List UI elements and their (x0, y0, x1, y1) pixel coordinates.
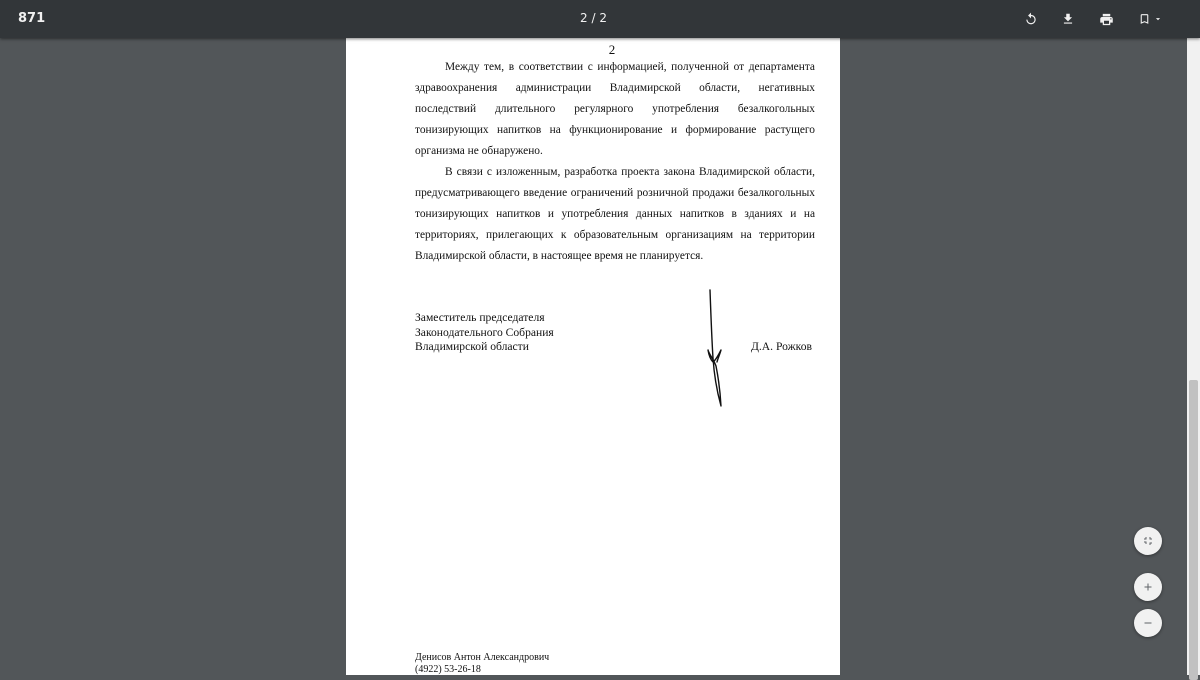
signatory-name: Д.А. Рожков (751, 340, 812, 353)
pdf-toolbar (0, 0, 1200, 38)
page-number: 2 (608, 42, 616, 57)
current-page[interactable]: 2 (580, 11, 588, 25)
zoom-out-icon (1142, 617, 1154, 629)
fit-page-icon (1142, 535, 1154, 547)
pdf-page (346, 38, 840, 675)
total-pages: 2 (599, 11, 607, 25)
print-icon (1099, 12, 1114, 27)
executor-phone: (4922) 53-26-18 (415, 664, 481, 675)
executor-contact (415, 652, 549, 675)
rotate-icon (1024, 12, 1038, 26)
zoom-in-icon (1142, 581, 1154, 593)
download-icon (1061, 12, 1075, 26)
executor-name: Денисов Антон Александрович (415, 652, 550, 663)
page-separator: / (591, 11, 596, 25)
signatory-title-line: Заместитель председателя (415, 311, 545, 324)
chevron-down-icon (1153, 14, 1163, 24)
document-viewport[interactable] (0, 38, 1187, 675)
signatory-title (415, 311, 554, 355)
handwritten-signature (698, 288, 738, 413)
download-button[interactable] (1054, 5, 1082, 33)
print-button[interactable] (1092, 5, 1120, 33)
paragraph-2: В связи с изложенным, разработка проекта закона Владимирской области, предусматривающего введение ограничений розничной продажи безалкогольных тонизирующих напитков и употребления данных напитков в зданиях и на территориях, прилегающих к образовательным организациям на территории Владимирской области, в настоящее время не планируется. (415, 166, 815, 262)
signatory-title-line: Владимирской области (415, 340, 529, 353)
bookmark-icon (1138, 12, 1151, 26)
vertical-scrollbar[interactable] (1187, 38, 1200, 675)
page-indicator (0, 11, 1187, 25)
fit-page-button[interactable] (1134, 527, 1162, 555)
zoom-out-button[interactable] (1134, 609, 1162, 637)
paragraph-1: Между тем, в соответствии с информацией, полученной от департамента здравоохранения администрации Владимирской области, негативных последствий длительного регулярного употребления безалкогольных тонизирующих напитков на функционирование и формирование растущего организма не обнаружено. (415, 61, 815, 157)
rotate-button[interactable] (1017, 5, 1045, 33)
scrollbar-thumb[interactable] (1189, 380, 1198, 680)
signatory-title-line: Законодательного Собрания (415, 325, 554, 339)
bookmark-button[interactable] (1132, 5, 1168, 33)
zoom-in-button[interactable] (1134, 573, 1162, 601)
document-title: 871 (18, 11, 46, 26)
